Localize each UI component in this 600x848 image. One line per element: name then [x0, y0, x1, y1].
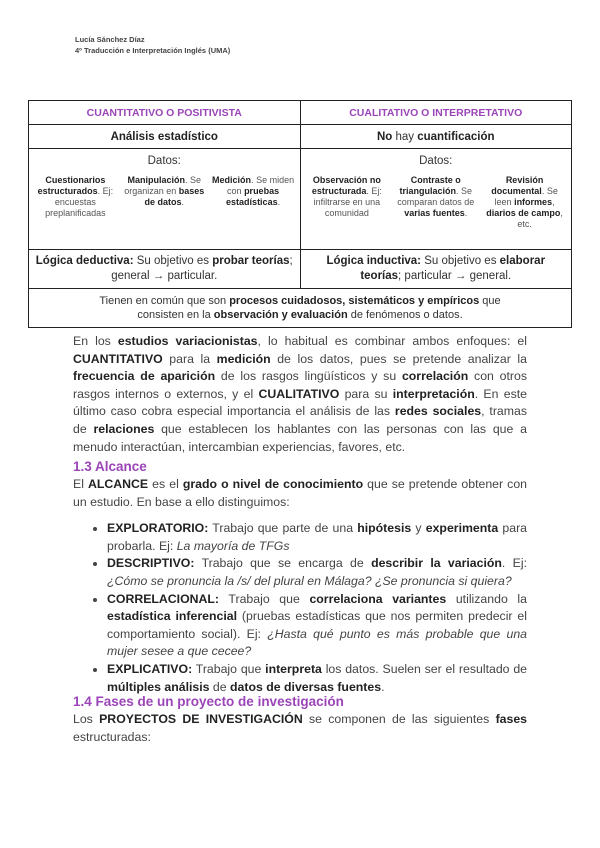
bold-text: Observación no estructurada: [311, 175, 381, 196]
text: para su: [339, 386, 393, 401]
text: Su objetivo es: [133, 255, 213, 267]
text: que se pretende obtener con un estudio. En base a ello distinguimos:: [73, 477, 527, 509]
text: . En este último caso cobra especial importancia el análisis de las: [73, 386, 527, 419]
bold-text: ALCANCE: [88, 477, 149, 491]
datos-item: [122, 175, 207, 219]
text: es el: [148, 477, 183, 491]
bold-text: diarios de campo: [486, 208, 561, 218]
bold-text: cuantificación: [417, 130, 495, 143]
text: de: [209, 679, 231, 694]
text: hay: [392, 130, 418, 143]
text: ,: [552, 197, 555, 207]
bold-text: correlaciona variantes: [309, 591, 447, 606]
text: se componen de las siguientes: [302, 712, 496, 726]
text: de los datos, pues se pretende analizar la: [270, 351, 528, 366]
bold-text: interpretación: [392, 386, 475, 401]
text: ; general → particular.: [111, 255, 293, 282]
section-heading-alcance: 1.3 Alcance: [73, 459, 147, 474]
text: Tienen en común que son: [99, 295, 230, 307]
text: para probarla. Ej:: [107, 521, 528, 553]
datos-item: [211, 175, 296, 219]
text: Los: [73, 712, 100, 726]
italic-text: La mayoría de TFGs: [176, 538, 290, 553]
text: . Se comparan datos de: [397, 186, 475, 207]
datos-label: Datos:: [147, 155, 181, 167]
bold-text: bases de datos: [144, 186, 205, 207]
bold-text: PROYECTOS DE INVESTIGACIÓN: [99, 712, 303, 726]
bold-text: interpreta: [265, 661, 322, 676]
text: y: [411, 521, 426, 536]
bold-text: estadística inferencial: [107, 609, 237, 624]
bold-text: EXPLICATIVO:: [107, 661, 193, 676]
bold-text: múltiples análisis: [107, 679, 210, 694]
bold-text: frecuencia de aparición: [73, 369, 216, 384]
text: .: [181, 197, 184, 207]
text: estructuradas:: [73, 729, 151, 744]
bold-text: datos de diversas fuentes: [230, 679, 382, 694]
text: . Ej:: [501, 556, 528, 571]
course-name: 4º Traducción e Interpretación Inglés (UMA): [75, 46, 231, 55]
text: El: [73, 477, 88, 491]
bold-text: informes: [514, 197, 553, 207]
text: , lo habitual es combinar ambos enfoques: el: [257, 334, 527, 348]
table-header-quantitative: CUANTITATIVO O POSITIVISTA: [29, 101, 301, 125]
list-item: [107, 555, 527, 590]
text: los datos. Suelen ser el resultado de: [321, 661, 527, 676]
text: Trabajo que parte de una: [208, 521, 358, 536]
table-header-qualitative: CUALITATIVO O INTERPRETATIVO: [300, 101, 572, 125]
alcance-list: [73, 520, 527, 696]
bold-text: EXPLORATORIO:: [107, 521, 209, 536]
text: . Ej: infiltrarse en una comunidad: [313, 186, 382, 218]
bold-text: Contraste o triangulación: [399, 175, 461, 196]
text: , tramas de: [73, 404, 527, 436]
text: . Se organizan en: [124, 175, 201, 196]
datos-cell-2: [300, 149, 572, 250]
text: , etc.: [517, 208, 563, 229]
datos-item: [305, 175, 390, 230]
bold-text: experimenta: [425, 521, 499, 536]
text: (pruebas estadísticas que nos permiten predecir el comportamiento social). Ej:: [107, 609, 528, 641]
text: . Ej: encuestas preplanificadas: [45, 186, 114, 218]
bold-text: DESCRIPTIVO:: [107, 556, 195, 571]
bold-text: Análisis estadístico: [110, 130, 218, 143]
bold-text: describir la variación: [371, 556, 502, 571]
datos-label: Datos:: [419, 155, 453, 167]
bold-text: procesos cuidadosos, sistemáticos y empíricos: [229, 295, 480, 307]
datos-item: [33, 175, 118, 219]
list-item: [107, 591, 527, 661]
bold-text: probar teorías: [212, 255, 290, 267]
analysis-cell-2: [300, 125, 572, 149]
text: de los rasgos lingüísticos y su: [215, 369, 402, 384]
bold-text: CUALITATIVO: [258, 386, 340, 401]
italic-text: ¿Hasta qué punto es más probable que una mujer sesee a que cecee?: [107, 626, 527, 659]
bold-text: fases: [495, 712, 528, 726]
bold-text: Revisión documental: [491, 175, 544, 196]
bold-text: pruebas estadísticas: [226, 186, 280, 207]
bold-text: correlación: [401, 369, 469, 384]
common-cell: [29, 289, 572, 328]
list-item: [107, 520, 527, 555]
bold-text: Medición: [212, 175, 252, 185]
bold-text: CORRELACIONAL:: [107, 591, 220, 606]
analysis-cell-1: [29, 125, 301, 149]
datos-item: [393, 175, 478, 230]
datos-item: [482, 175, 567, 230]
text: utilizando la: [446, 591, 527, 606]
text: Trabajo que se encarga de: [194, 556, 372, 571]
bold-text: No: [376, 130, 393, 143]
text: con otros rasgos internos o externos, y el: [73, 369, 527, 401]
text: .: [381, 679, 385, 694]
bold-text: hipótesis: [357, 521, 412, 536]
bold-text: elaborar teorías: [360, 255, 546, 282]
bold-text: Lógica inductiva:: [326, 255, 422, 267]
text: Su objetivo es: [421, 255, 500, 267]
bold-text: redes sociales: [394, 404, 482, 419]
text: .: [464, 208, 468, 218]
section-alcance-body: [73, 476, 527, 696]
text: que establecen los hablantes con las personas con las que a menudo interactúan, intercambian experiencias, favores, etc.: [73, 421, 527, 454]
bold-text: varias fuentes: [404, 208, 465, 218]
bold-text: Cuestionarios estructurados: [37, 175, 106, 196]
text: que consisten en la: [137, 295, 501, 321]
text: ; particular → general.: [398, 270, 512, 282]
paragraph-variacionistas: [73, 333, 527, 456]
text: En los: [73, 334, 118, 348]
section-heading-fases: 1.4 Fases de un proyecto de investigación: [73, 694, 344, 709]
bold-text: estudios variacionistas: [117, 334, 258, 348]
text: para la: [162, 351, 217, 366]
bold-text: grado o nivel de conocimiento: [182, 477, 364, 491]
bold-text: Lógica deductiva:: [35, 255, 134, 267]
text: Trabajo que: [192, 661, 266, 676]
bold-text: relaciones: [93, 421, 155, 436]
author-name: Lucía Sánchez Díaz: [75, 35, 145, 44]
text: Trabajo que: [219, 591, 310, 606]
logic-cell-inductive: [300, 250, 572, 289]
datos-cell-1: [29, 149, 301, 250]
bold-text: CUANTITATIVO: [73, 351, 163, 366]
text: de fenómenos o datos.: [347, 309, 463, 321]
text: .: [277, 197, 281, 207]
text: . Se leen: [494, 186, 558, 207]
text: . Se miden con: [227, 175, 295, 196]
logic-cell-deductive: [29, 250, 301, 289]
list-item: [107, 661, 527, 696]
common-text: [33, 294, 567, 322]
page-header: [75, 34, 230, 56]
bold-text: medición: [216, 351, 271, 366]
fases-intro: [73, 711, 527, 746]
bold-text: Manipulación: [127, 175, 185, 185]
comparison-table: [28, 100, 572, 328]
alcance-intro: [73, 476, 527, 511]
italic-text: ¿Cómo se pronuncia la /s/ del plural en Málaga? ¿Se pronuncia si quiera?: [107, 573, 512, 588]
bold-text: observación y evaluación: [213, 309, 348, 321]
